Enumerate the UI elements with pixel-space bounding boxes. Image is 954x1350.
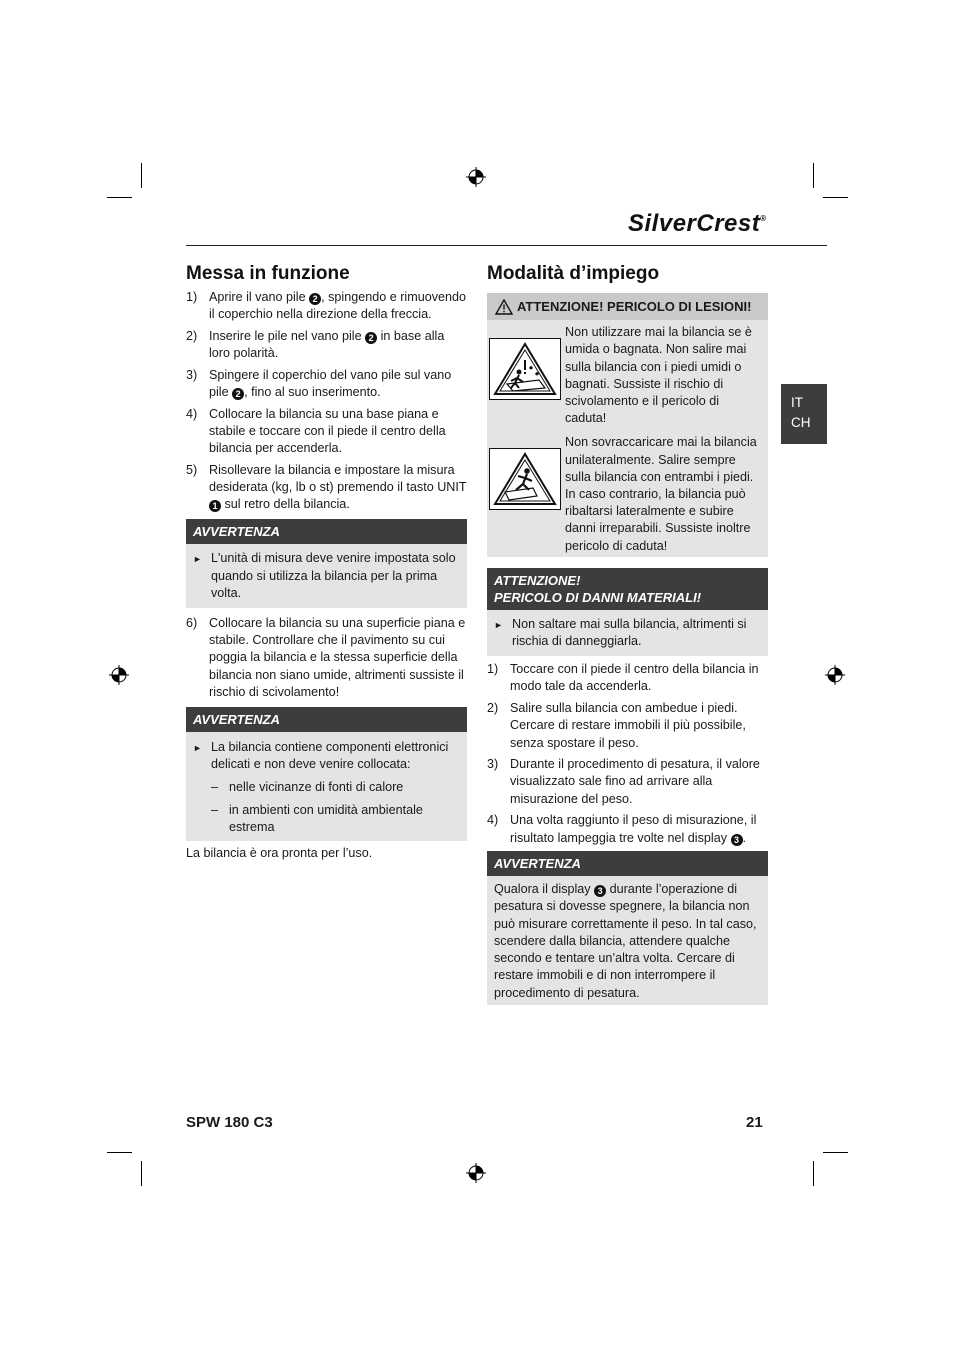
registration-mark-icon [825,665,845,685]
dash-item: – in ambienti con umidità ambientale estrema [211,802,423,834]
part-number-badge: 2 [365,332,377,344]
triangle-bullet-icon: ► [193,743,202,754]
crop-mark [107,1152,132,1153]
registration-mark-icon [109,665,129,685]
crop-mark [823,1152,848,1153]
tipping-hazard-icon [489,448,561,510]
triangle-bullet-icon: ► [494,619,503,630]
right-column [487,293,768,1005]
note-heading: AVVERTENZA [487,851,768,876]
crop-mark [813,1161,814,1186]
closing-text: La bilancia è ora pronta per l’uso. [186,846,373,861]
crop-mark [141,1161,142,1186]
note-box-placement [186,707,467,841]
model-number: SPW 180 C3 [186,1114,273,1131]
note-heading: AVVERTENZA [186,519,467,544]
crop-mark [141,163,142,188]
crop-mark [107,197,132,198]
part-number-badge: 2 [232,388,244,400]
note-text: Qualora il display 3 durante l’operazione di pesatura si dovesse spegnere, la bilancia non può misurare correttamente il peso. In tal caso, scendere dalla bilancia, attendere qualche secondo e tentare un’altra volta. Cercare di restare immobili e di non interrompere il procedimento di pesatura. [487,876,768,1004]
part-number-badge: 3 [594,885,606,897]
list-item: 4) Una volta raggiunto il peso di misurazione, il risultato lampeggia tre volte nel display 3 . [487,813,757,845]
page-number: 21 [746,1114,763,1131]
language-tab: IT CH [781,384,827,444]
danger-text-wet: Non utilizzare mai la bilancia se è umida o bagnata. Non salire mai sulla bilancia con i piedi umidi o bagnati. Sussiste il rischio di scivolamento e il pericolo di caduta! [565,325,752,426]
part-number-badge: 1 [209,500,221,512]
registration-mark-icon [466,1163,486,1183]
wet-slip-hazard-icon [489,338,561,400]
danger-box [487,293,768,557]
caution-heading: ATTENZIONE! PERICOLO DI DANNI MATERIALI! [487,568,768,610]
section-title-usage: Modalità d’impiego [487,263,660,284]
note-bullet: ► La bilancia contiene componenti elettronici delicati e non deve venire collocata: [186,735,467,776]
usage-steps [487,661,768,847]
list-item: 2) Inserire le pile nel vano pile 2 in base alla loro polarità. [186,328,445,361]
triangle-bullet-icon: ► [193,554,202,565]
caution-box [487,568,768,656]
list-item: 5) Risollevare la bilancia e impostare la misura desiderata (kg, lb o st) premendo il tasto UNIT 1 sul retro della bilancia. [186,462,467,512]
crop-mark [823,197,848,198]
caution-bullet: ► Non saltare mai sulla bilancia, altrimenti si rischia di danneggiarla. [487,612,768,653]
list-item: 3) Spingere il coperchio del vano pile sul vano pile 2 , fino al suo inserimento. [186,367,452,400]
header-rule [186,245,827,246]
list-item: 3) Durante il procedimento di pesatura, il valore visualizzato sale fino ad arrivare alla misurazione del peso. [487,757,760,806]
danger-heading: ATTENZIONE! PERICOLO DI LESIONI! [487,293,768,320]
part-number-badge: 3 [731,834,743,846]
warning-triangle-icon [495,299,513,315]
note-box-unit [186,519,467,608]
brand-logo: SilverCrest® [628,210,767,237]
note-heading: AVVERTENZA [186,707,467,732]
list-item: 4) Collocare la bilancia su una base piana e stabile e toccare con il piede il centro della bilancia per accenderla. [186,406,446,456]
left-column [186,289,467,862]
note-box-display [487,851,768,1004]
list-item: 1) Toccare con il piede il centro della bilancia in modo tale da accenderla. [487,662,759,694]
list-item: 1) Aprire il vano pile 2 , spingendo e rimuovendo il coperchio nella direzione della freccia. [186,290,467,322]
setup-steps [186,289,467,513]
dash-item: – nelle vicinanze di fonti di calore [211,780,404,795]
part-number-badge: 2 [309,293,321,305]
crop-mark [813,163,814,188]
registration-mark-icon [466,167,486,187]
list-item: 2) Salire sulla bilancia con ambedue i piedi. Cercare di restare immobili il più possibile, senza spostare il peso. [487,701,746,750]
note-bullet: ► L'unità di misura deve venire impostata solo quando si utilizza la bilancia per la prima volta. [186,546,467,605]
section-title-setup: Messa in funzione [186,263,350,284]
danger-text-overload: Non sovraccaricare mai la bilancia unilateralmente. Salire sempre sulla bilancia con entrambi i piedi. In caso contrario, la bilancia può ribaltarsi lateralmente e subire danni irreparabili. Sussiste inoltre pericolo di caduta! [565,435,757,553]
list-item: 6) Collocare la bilancia su una superficie piana e stabile. Controllare che il pavimento su cui poggia la bilancia e la stessa superficie della bilancia non siano umide, altrimenti sussiste il rischio di scivolamento! [186,616,466,699]
